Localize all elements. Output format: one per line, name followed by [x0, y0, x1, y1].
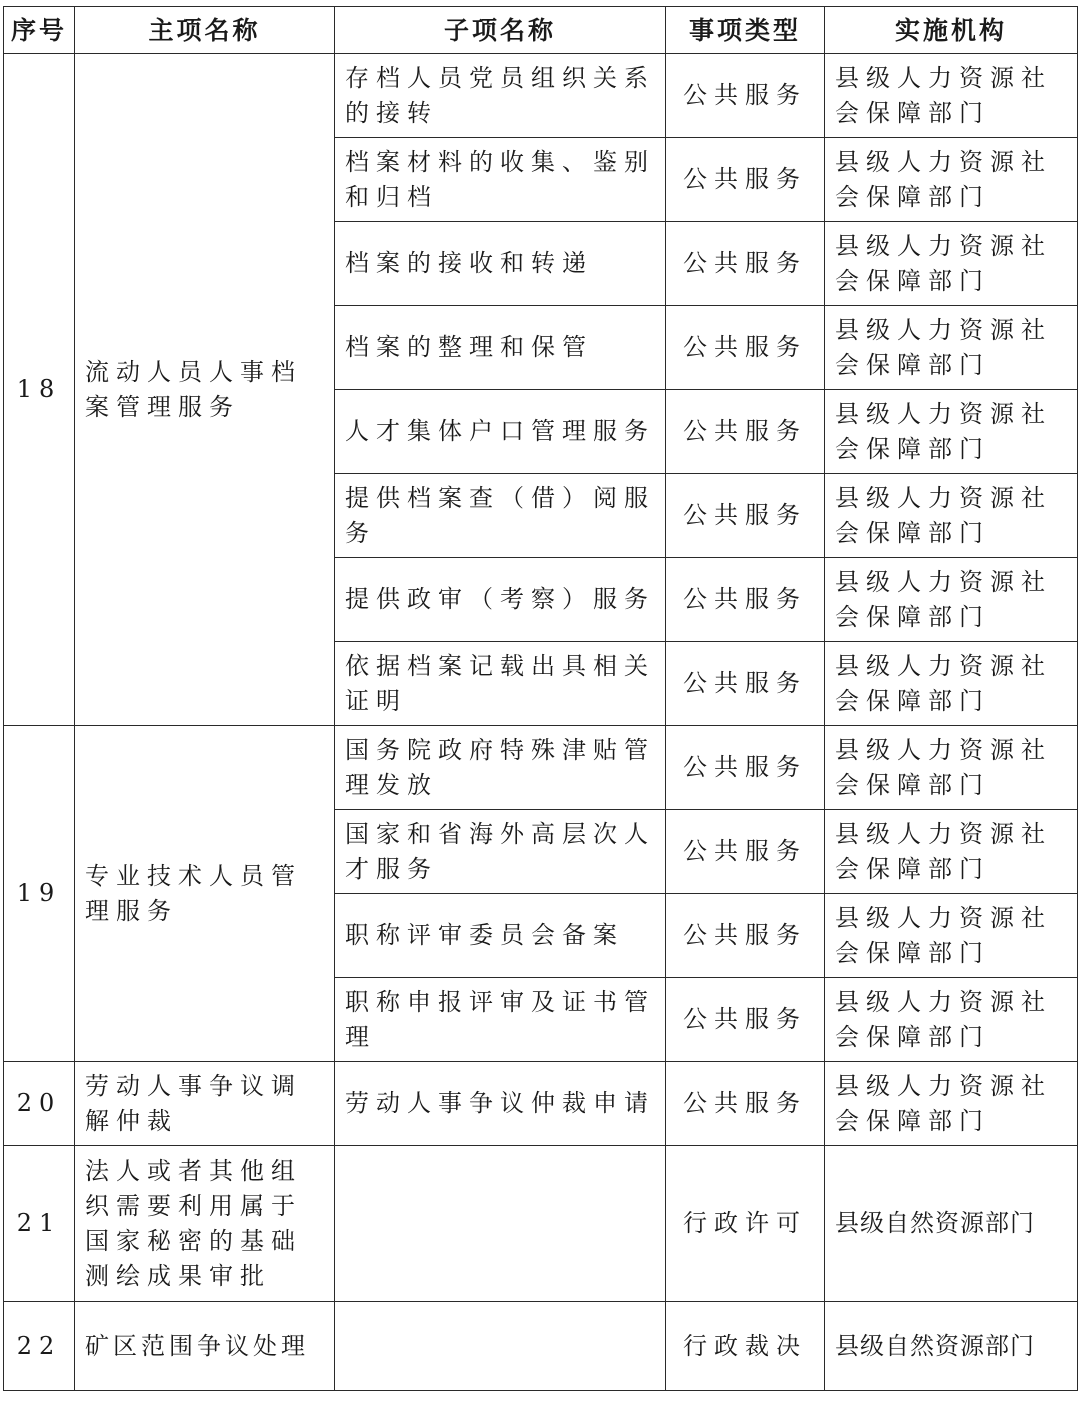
agency-cell: 县级人力资源社会保障部门: [825, 474, 1078, 558]
agency-cell: 县级人力资源社会保障部门: [825, 978, 1078, 1062]
sub-item-cell: 职称评审委员会备案: [335, 894, 666, 978]
sub-item-cell: 档案的整理和保管: [335, 306, 666, 390]
sub-item-cell: 劳动人事争议仲裁申请: [335, 1062, 666, 1146]
seq-cell: 20: [4, 1062, 75, 1146]
sub-item-cell: 提供档案查（借）阅服务: [335, 474, 666, 558]
agency-cell: 县级人力资源社会保障部门: [825, 390, 1078, 474]
item-type-cell: 行政裁决: [666, 1302, 825, 1391]
item-type-cell: 公共服务: [666, 54, 825, 138]
header-seq: 序号: [4, 7, 75, 54]
agency-cell: 县级人力资源社会保障部门: [825, 642, 1078, 726]
agency-cell: 县级自然资源部门: [825, 1302, 1078, 1391]
items-table: [3, 6, 1078, 1391]
sub-item-cell: 存档人员党员组织关系的接转: [335, 54, 666, 138]
item-type-cell: 公共服务: [666, 306, 825, 390]
item-type-cell: 公共服务: [666, 474, 825, 558]
agency-cell: 县级自然资源部门: [825, 1146, 1078, 1302]
seq-cell: 22: [4, 1302, 75, 1391]
seq-cell: 19: [4, 726, 75, 1062]
header-sub-item: 子项名称: [335, 7, 666, 54]
seq-cell: 21: [4, 1146, 75, 1302]
table-row: [4, 1302, 1078, 1391]
sub-item-cell: 档案的接收和转递: [335, 222, 666, 306]
agency-cell: 县级人力资源社会保障部门: [825, 558, 1078, 642]
item-type-cell: 公共服务: [666, 222, 825, 306]
item-type-cell: 公共服务: [666, 558, 825, 642]
header-main-item: 主项名称: [75, 7, 335, 54]
table-row: [4, 54, 1078, 138]
item-type-cell: 公共服务: [666, 1062, 825, 1146]
main-item-cell: 流动人员人事档案管理服务: [75, 54, 335, 726]
header-row: [4, 7, 1078, 54]
main-item-cell: 专业技术人员管理服务: [75, 726, 335, 1062]
sub-item-cell: [335, 1302, 666, 1391]
item-type-cell: 行政许可: [666, 1146, 825, 1302]
agency-cell: 县级人力资源社会保障部门: [825, 894, 1078, 978]
item-type-cell: 公共服务: [666, 642, 825, 726]
sub-item-cell: 提供政审（考察）服务: [335, 558, 666, 642]
sub-item-cell: 依据档案记载出具相关证明: [335, 642, 666, 726]
agency-cell: 县级人力资源社会保障部门: [825, 1062, 1078, 1146]
table-row: [4, 1062, 1078, 1146]
main-item-cell: 劳动人事争议调解仲裁: [75, 1062, 335, 1146]
seq-cell: 18: [4, 54, 75, 726]
sub-item-cell: 档案材料的收集、鉴别和归档: [335, 138, 666, 222]
item-type-cell: 公共服务: [666, 726, 825, 810]
item-type-cell: 公共服务: [666, 390, 825, 474]
agency-cell: 县级人力资源社会保障部门: [825, 138, 1078, 222]
agency-cell: 县级人力资源社会保障部门: [825, 222, 1078, 306]
sub-item-cell: 人才集体户口管理服务: [335, 390, 666, 474]
agency-cell: 县级人力资源社会保障部门: [825, 54, 1078, 138]
item-type-cell: 公共服务: [666, 810, 825, 894]
agency-cell: 县级人力资源社会保障部门: [825, 726, 1078, 810]
main-item-cell: 矿区范围争议处理: [75, 1302, 335, 1391]
table-row: [4, 726, 1078, 810]
item-type-cell: 公共服务: [666, 138, 825, 222]
sub-item-cell: [335, 1146, 666, 1302]
item-type-cell: 公共服务: [666, 978, 825, 1062]
main-item-cell: 法人或者其他组织需要利用属于国家秘密的基础测绘成果审批: [75, 1146, 335, 1302]
table-row: [4, 1146, 1078, 1302]
agency-cell: 县级人力资源社会保障部门: [825, 306, 1078, 390]
header-item-type: 事项类型: [666, 7, 825, 54]
sub-item-cell: 职称申报评审及证书管理: [335, 978, 666, 1062]
sub-item-cell: 国务院政府特殊津贴管理发放: [335, 726, 666, 810]
sub-item-cell: 国家和省海外高层次人才服务: [335, 810, 666, 894]
header-implementing-agency: 实施机构: [825, 7, 1078, 54]
agency-cell: 县级人力资源社会保障部门: [825, 810, 1078, 894]
item-type-cell: 公共服务: [666, 894, 825, 978]
